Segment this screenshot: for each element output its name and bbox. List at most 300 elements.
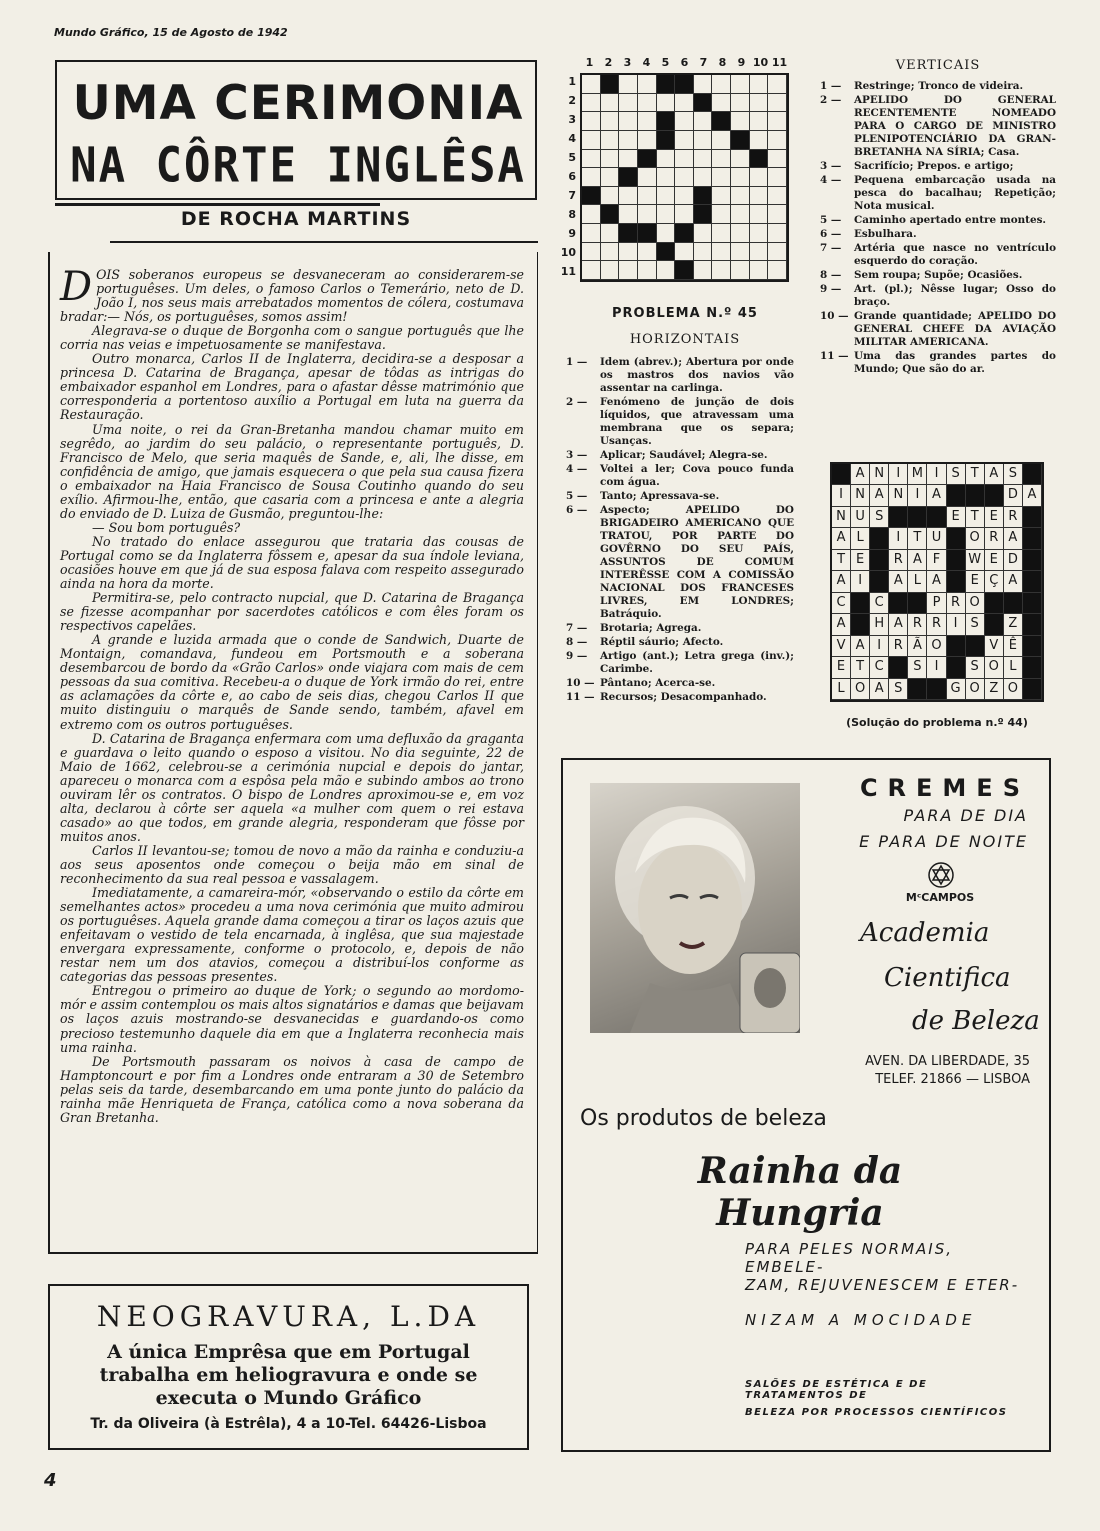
solution-cell: V	[832, 636, 851, 657]
solution-black-cell	[1023, 507, 1042, 528]
solution-cell: E	[832, 657, 851, 678]
solution-black-cell	[832, 464, 851, 485]
verticals-title: VERTICAIS	[895, 58, 981, 73]
crossword-row-number: 5	[568, 151, 576, 164]
solution-black-cell	[1023, 571, 1042, 592]
solution-cell: A	[927, 571, 946, 592]
clue-text: Recursos; Desacompanhado.	[600, 691, 767, 703]
crossword-cell	[657, 187, 676, 206]
solution-cell: T	[832, 550, 851, 571]
crossword-cell	[601, 243, 620, 262]
solution-cell: I	[889, 528, 908, 549]
crossword-black-cell	[619, 168, 638, 187]
article-paragraph: — Sou bom português?	[92, 519, 241, 535]
crossword-black-cell	[675, 224, 694, 243]
crossword-cell	[619, 131, 638, 150]
solution-cell: A	[985, 464, 1004, 485]
solution-cell: D	[1004, 550, 1023, 571]
crossword-black-cell	[638, 224, 657, 243]
article-paragraph	[60, 264, 524, 325]
ad-tagline-1: PARA PELES NORMAIS, EMBELE-	[745, 1240, 954, 1276]
crossword-cell	[750, 75, 769, 94]
solution-cell: A	[1004, 571, 1023, 592]
neogravura-body: A única Emprêsa que em Portugal trabalha em heliogravura e onde se executa o Mundo Gráfico	[99, 1341, 478, 1409]
clue-text: Esbulhara.	[854, 228, 917, 240]
article-paragraph: D. Catarina de Bragança enfermara com uma defluxão da graganta e guardava o leito quando o esposo a visitou. No dia seguinte, 22 de Maio de 1662, celebrou-se a cerimónia nupcial e depois do jantar, apareceu o monarca com a espôsa pela mão e subindo ambos ao trono ouviram lêr os contratos. O bispo de Londres aproximou-se e, em voz alta, declarou à côrte ser aquela «a mulher com quem o rei estava casado» ao que todos, em grande alegria, responderam que fôsse por muitos anos.	[60, 730, 524, 844]
crossword-cell	[768, 224, 787, 243]
crossword-cell	[638, 131, 657, 150]
crossword-cell	[657, 94, 676, 113]
solution-cell: R	[1004, 507, 1023, 528]
solution-cell: S	[908, 657, 927, 678]
crossword-cell	[638, 205, 657, 224]
star-emblem-icon	[928, 862, 954, 888]
solution-cell: E	[947, 507, 966, 528]
clue-item	[820, 350, 1056, 376]
solution-black-cell	[947, 657, 966, 678]
solution-black-cell	[870, 571, 889, 592]
article-title-line2: NA CÔRTE INGLÊSA	[70, 137, 526, 194]
crossword-cell	[638, 168, 657, 187]
solution-black-cell	[851, 593, 870, 614]
solution-cell: A	[908, 550, 927, 571]
crossword-cell	[619, 112, 638, 131]
crossword-cell	[750, 224, 769, 243]
solution-cell: O	[966, 593, 985, 614]
crossword-black-cell	[657, 112, 676, 131]
crossword-black-cell	[601, 75, 620, 94]
crossword-cell	[731, 150, 750, 169]
solution-black-cell	[889, 593, 908, 614]
clue-text: Uma das grandes partes do Mundo; Que são do ar.	[854, 350, 1056, 375]
solution-black-cell	[889, 507, 908, 528]
article-paragraph: Imediatamente, a camareira-mór, «observando o estilo da côrte em semelhantes actos» procedeu a uma nova cerimónia que muito admirou os portuguêses. Aquela grande dama começou a tirar os laços azuis que enfeitavam o vestido de tela encarnada, à inglêsa, que sua majestade envergara expressamente, conforme o protocolo, e, depois de não restar nem um dos atavios, começou a distribuí-los conforme as categorias das pessoas presentes.	[60, 885, 524, 985]
solution-cell: A	[870, 485, 889, 506]
solution-cell: M	[908, 464, 927, 485]
crossword-cell	[582, 131, 601, 150]
ad-tagline-2: ZAM, REJUVENESCEM E ETER-	[745, 1276, 1020, 1294]
crossword-cell	[619, 150, 638, 169]
crossword-row-number: 3	[568, 113, 576, 126]
title-rule	[55, 203, 380, 206]
solution-black-cell	[908, 593, 927, 614]
crossword-col-number: 5	[661, 56, 670, 69]
clue-text: Brotaria; Agrega.	[600, 622, 702, 634]
solution-cell: V	[985, 636, 1004, 657]
solution-black-cell	[985, 614, 1004, 635]
crossword-cell	[731, 168, 750, 187]
solution-cell: O	[985, 657, 1004, 678]
crossword-col-number: 6	[680, 56, 689, 69]
crossword-cell	[582, 168, 601, 187]
clue-item	[820, 94, 1056, 159]
solution-cell: L	[908, 571, 927, 592]
clue-number: 5 —	[820, 214, 842, 226]
clue-number: 10 —	[820, 310, 849, 322]
crossword-black-cell	[731, 131, 750, 150]
solution-cell: S	[870, 507, 889, 528]
crossword-cell	[657, 150, 676, 169]
clue-item	[820, 283, 1056, 309]
solution-cell: Z	[1004, 614, 1023, 635]
author-rule	[110, 241, 538, 243]
clue-item	[820, 214, 1056, 227]
clue-number: 7 —	[566, 622, 588, 634]
crossword-col-number: 8	[718, 56, 727, 69]
clue-item	[566, 463, 794, 489]
crossword-cell	[657, 168, 676, 187]
crossword-black-cell	[694, 94, 713, 113]
crossword-cell	[582, 112, 601, 131]
crossword-black-cell	[694, 187, 713, 206]
solution-black-cell	[1004, 593, 1023, 614]
solution-black-cell	[851, 614, 870, 635]
crossword-black-cell	[750, 150, 769, 169]
solution-black-cell	[1023, 550, 1042, 571]
crossword-cell	[657, 205, 676, 224]
solution-black-cell	[947, 485, 966, 506]
solution-black-cell	[947, 550, 966, 571]
article-paragraph: Outro monarca, Carlos II de Inglaterra, decidira-se a desposar a princesa D. Catarina de Bragança, apesar de tôdas as intrigas do embaixador espanhol em Londres, para o afastar dêsse matrimónio que corresponderia a portentoso auxílio a Portugal em luta na guerra da Restauração.	[60, 351, 524, 423]
crossword-cell	[712, 168, 731, 187]
crossword-cell	[582, 94, 601, 113]
solution-cell: E	[966, 571, 985, 592]
clue-text: Aplicar; Saudável; Alegra-se.	[600, 449, 768, 461]
clue-text: APELIDO DO GENERAL RECENTEMENTE NOMEADO PARA O CARGO DE MINISTRO PLENIPOTENCIÁRIO DA GRAN-BRETANHA NA SÍRIA; Casa.	[854, 94, 1056, 158]
crossword-cell	[675, 243, 694, 262]
crossword-cell	[768, 131, 787, 150]
crossword-row-number: 11	[560, 265, 576, 278]
crossword-cell	[712, 150, 731, 169]
solution-cell: I	[947, 614, 966, 635]
solution-black-cell	[927, 679, 946, 700]
crossword-cell	[657, 261, 676, 280]
article-paragraph: Permitira-se, pelo contracto nupcial, que D. Catarina de Bragança se fizesse acompanhar por sacerdotes católicos e com êles foram os respectivos capelães.	[60, 590, 524, 634]
crossword-cell	[694, 75, 713, 94]
solution-black-cell	[947, 528, 966, 549]
clue-item	[820, 228, 1056, 241]
clue-number: 1 —	[566, 356, 588, 368]
crossword-cell	[694, 243, 713, 262]
clue-item	[820, 269, 1056, 282]
crossword-cell	[675, 94, 694, 113]
solution-cell: A	[1023, 485, 1042, 506]
clue-item	[820, 174, 1056, 213]
crossword-cell	[619, 261, 638, 280]
clue-item	[566, 636, 794, 649]
ad-salons-line-2: BELEZA POR PROCESSOS CIENTÍFICOS	[745, 1407, 1008, 1418]
crossword-cell	[768, 168, 787, 187]
crossword-cell	[638, 243, 657, 262]
crossword-cell	[750, 94, 769, 113]
solution-cell: C	[870, 657, 889, 678]
solution-cell: S	[966, 614, 985, 635]
crossword-cell	[731, 112, 750, 131]
crossword-row-number: 10	[560, 246, 576, 259]
solution-black-cell	[985, 485, 1004, 506]
crossword-cell	[638, 94, 657, 113]
crossword-cell	[601, 94, 620, 113]
crossword-col-number: 7	[699, 56, 708, 69]
crossword-black-cell	[712, 112, 731, 131]
solution-cell: U	[851, 507, 870, 528]
crossword-cell	[601, 112, 620, 131]
solution-cell: T	[966, 507, 985, 528]
solution-black-cell	[947, 636, 966, 657]
crossword-row-numbers	[560, 72, 578, 284]
clue-number: 4 —	[566, 463, 588, 475]
solution-cell: A	[832, 528, 851, 549]
solution-cell: L	[851, 528, 870, 549]
solution-caption: (Solução do problema n.º 44)	[846, 716, 1028, 729]
solution-cell: I	[870, 636, 889, 657]
solution-cell: A	[832, 571, 851, 592]
clue-item	[566, 650, 794, 676]
solution-black-cell	[1023, 528, 1042, 549]
article-title-box	[55, 60, 537, 200]
solution-cell: Ç	[985, 571, 1004, 592]
crossword-cell	[712, 75, 731, 94]
crossword-cell	[731, 205, 750, 224]
solution-cell: F	[927, 550, 946, 571]
crossword-cell	[675, 150, 694, 169]
crossword-cell	[731, 224, 750, 243]
horizontals-title: HORIZONTAIS	[629, 332, 741, 347]
solution-cell: R	[889, 550, 908, 571]
clue-number: 8 —	[820, 269, 842, 281]
ad-address: AVEN. DA LIBERDADE, 35	[865, 1054, 1030, 1069]
solution-cell: W	[966, 550, 985, 571]
article-dropcap: D	[60, 264, 93, 310]
ad-script-beleza: de Beleza	[912, 1006, 1040, 1036]
crossword-cell	[638, 187, 657, 206]
ad-phone: TELEF. 21866 — LISBOA	[875, 1072, 1030, 1087]
article-author: DE ROCHA MARTINS	[180, 208, 412, 230]
crossword-cell	[731, 75, 750, 94]
solution-cell: O	[966, 679, 985, 700]
crossword-black-cell	[657, 131, 676, 150]
crossword-row-number: 4	[568, 132, 576, 145]
running-header: Mundo Gráfico, 15 de Agosto de 1942	[54, 26, 288, 39]
article-paragraph: Alegrava-se o duque de Borgonha com o sangue português que lhe corria nas veias e impetuosamente se manifestava.	[60, 323, 524, 353]
clue-item	[820, 242, 1056, 268]
clue-text: Fenómeno de junção de dois líquidos, que atravessam uma membrana que os separa; Usanças.	[600, 396, 794, 447]
solution-cell: I	[832, 485, 851, 506]
clue-text: Artigo (ant.); Letra grega (inv.); Carimbe.	[600, 650, 794, 675]
solution-black-cell	[1023, 614, 1042, 635]
crossword-cell	[712, 224, 731, 243]
solution-cell: G	[947, 679, 966, 700]
crossword-cell	[582, 150, 601, 169]
neogravura-name: NEOGRAVURA, L.DA	[96, 1300, 481, 1333]
ad-portrait-photo	[590, 783, 800, 1033]
crossword-cell	[657, 224, 676, 243]
article-paragraph: De Portsmouth passaram os noivos à casa de campo de Hamptoncourt e por fim a Londres onde entraram a 30 de Setembro pelas seis da tarde, desembarcando em uma ponte junto do palácio da rainha mãe Henriqueta de França, católica como a nova soberana da Gran Bretanha.	[60, 1053, 524, 1125]
solution-cell: Ê	[1004, 636, 1023, 657]
solution-cell: I	[927, 464, 946, 485]
ad-rainha-logo: Rainha da Hungria	[697, 1150, 903, 1234]
crossword-cell	[638, 112, 657, 131]
crossword-cell	[582, 205, 601, 224]
crossword-row-number: 6	[568, 170, 576, 183]
solution-cell: R	[908, 614, 927, 635]
page-number: 4	[44, 1470, 57, 1491]
solution-cell: E	[851, 550, 870, 571]
crossword-cell	[675, 187, 694, 206]
solution-cell: A	[832, 614, 851, 635]
solution-black-cell	[908, 507, 927, 528]
solution-cell: I	[908, 485, 927, 506]
crossword-cell	[750, 205, 769, 224]
clue-item	[820, 310, 1056, 349]
ad-tagline-3: NIZAM A MOCIDADE	[745, 1311, 977, 1329]
crossword-cell	[768, 187, 787, 206]
solution-black-cell	[1023, 464, 1042, 485]
crossword-col-number: 11	[771, 56, 788, 69]
clue-text: Restringe; Tronco de videira.	[854, 80, 1024, 92]
ad-script-academia: Academia	[860, 918, 990, 948]
crossword-black-cell	[582, 187, 601, 206]
crossword-cell	[582, 243, 601, 262]
solution-cell: A	[870, 679, 889, 700]
crossword-cell	[694, 150, 713, 169]
clue-number: 11 —	[566, 691, 595, 703]
clue-text: Aspecto; APELIDO DO BRIGADEIRO AMERICANO QUE TRATOU, POR PARTE DO GOVÊRNO DO SEU PAÍS, ASSUNTOS DE COMUM INTERÊSSE COM A COMISSÃO NACIONAL DOS FRANCESES LIVRES, EM LONDRES; Batráquio.	[600, 504, 794, 620]
clue-number: 6 —	[566, 504, 588, 516]
clue-number: 11 —	[820, 350, 849, 362]
clue-number: 9 —	[566, 650, 588, 662]
clue-item	[566, 356, 794, 395]
crossword-cell	[768, 261, 787, 280]
clue-item	[820, 80, 1056, 93]
crossword-cell	[582, 75, 601, 94]
crossword-column-numbers	[580, 56, 792, 70]
solution-black-cell	[1023, 593, 1042, 614]
solution-cell: N	[870, 464, 889, 485]
solution-black-cell	[889, 657, 908, 678]
crossword-row-number: 9	[568, 227, 576, 240]
solution-cell: P	[927, 593, 946, 614]
crossword-cell	[675, 112, 694, 131]
crossword-row-number: 1	[568, 75, 576, 88]
neogravura-address: Tr. da Oliveira (à Estrêla), 4 a 10-Tel. 64426-Lisboa	[90, 1416, 487, 1432]
solution-cell: N	[889, 485, 908, 506]
solution-black-cell	[870, 550, 889, 571]
crossword-black-cell	[675, 75, 694, 94]
crossword-cell	[694, 224, 713, 243]
crossword-cell	[712, 94, 731, 113]
crossword-cell	[601, 187, 620, 206]
solution-cell: S	[966, 657, 985, 678]
solution-cell: N	[832, 507, 851, 528]
ad-para-dia: PARA DE DIA	[903, 806, 1028, 825]
crossword-black-cell	[619, 224, 638, 243]
clue-number: 3 —	[820, 160, 842, 172]
clue-number: 5 —	[566, 490, 588, 502]
crossword-cell	[694, 131, 713, 150]
crossword-cell	[638, 261, 657, 280]
clue-text: Sem roupa; Supõe; Ocasiões.	[854, 269, 1023, 281]
solution-black-cell	[1023, 657, 1042, 678]
solution-black-cell	[947, 571, 966, 592]
clue-text: Tanto; Apressava-se.	[600, 490, 720, 502]
solution-cell: A	[927, 485, 946, 506]
crossword-cell	[768, 112, 787, 131]
crossword-cell	[768, 205, 787, 224]
solution-cell: C	[832, 593, 851, 614]
ad-salons-line-1: SALÕES DE ESTÉTICA E DE TRATAMENTOS DE	[745, 1379, 928, 1401]
solution-cell: Ã	[908, 636, 927, 657]
crossword-col-number: 9	[737, 56, 746, 69]
crossword-cell	[731, 187, 750, 206]
clue-text: Voltei a ler; Cova pouco funda com água.	[600, 463, 794, 488]
crossword-black-cell	[694, 205, 713, 224]
clue-item	[566, 622, 794, 635]
problem-label: PROBLEMA N.º 45	[612, 306, 758, 321]
crossword-cell	[750, 131, 769, 150]
crossword-cell	[619, 75, 638, 94]
solution-cell: A	[1004, 528, 1023, 549]
clue-number: 3 —	[566, 449, 588, 461]
crossword-cell	[712, 187, 731, 206]
clue-number: 6 —	[820, 228, 842, 240]
solution-cell: I	[927, 657, 946, 678]
clue-number: 4 —	[820, 174, 842, 186]
portrait-illustration	[590, 783, 800, 1033]
neogravura-ad	[48, 1284, 529, 1450]
solution-black-cell	[1023, 679, 1042, 700]
crossword-cell	[675, 131, 694, 150]
clue-text: Artéria que nasce no ventrículo esquerdo do coração.	[854, 242, 1056, 267]
clue-item	[566, 396, 794, 448]
clue-text: Pequena embarcação usada na pesca do bacalhau; Repetição; Nota musical.	[854, 174, 1056, 212]
crossword-black-cell	[601, 205, 620, 224]
clue-number: 1 —	[820, 80, 842, 92]
clue-item	[820, 160, 1056, 173]
solution-cell: A	[851, 636, 870, 657]
horizontals-list	[566, 356, 794, 705]
article-title-line1: UMA CERIMONIA	[72, 76, 524, 131]
crossword-row-number: 7	[568, 189, 576, 202]
solution-cell: A	[889, 614, 908, 635]
crossword-cell	[694, 168, 713, 187]
solution-cell: D	[1004, 485, 1023, 506]
solution-cell: E	[985, 507, 1004, 528]
crossword-black-cell	[638, 150, 657, 169]
crossword-cell	[619, 94, 638, 113]
crossword-row-number: 2	[568, 94, 576, 107]
solution-cell: O	[927, 636, 946, 657]
crossword-black-cell	[657, 75, 676, 94]
clue-item	[566, 691, 794, 704]
crossword-cell	[675, 205, 694, 224]
solution-cell: E	[985, 550, 1004, 571]
solution-cell: L	[1004, 657, 1023, 678]
solution-black-cell	[966, 636, 985, 657]
solution-cell: A	[889, 571, 908, 592]
clue-item	[566, 677, 794, 690]
clue-text: Idem (abrev.); Abertura por onde os mastros dos navios vão assentar na carlinga.	[600, 356, 794, 394]
crossword-cell	[750, 261, 769, 280]
crossword-col-number: 3	[623, 56, 632, 69]
clue-text: Caminho apertado entre montes.	[854, 214, 1047, 226]
solution-cell: I	[851, 571, 870, 592]
solution-cell: S	[1004, 464, 1023, 485]
solution-cell: U	[927, 528, 946, 549]
solution-black-cell	[908, 679, 927, 700]
solution-cell: R	[947, 593, 966, 614]
crossword-cell	[582, 261, 601, 280]
